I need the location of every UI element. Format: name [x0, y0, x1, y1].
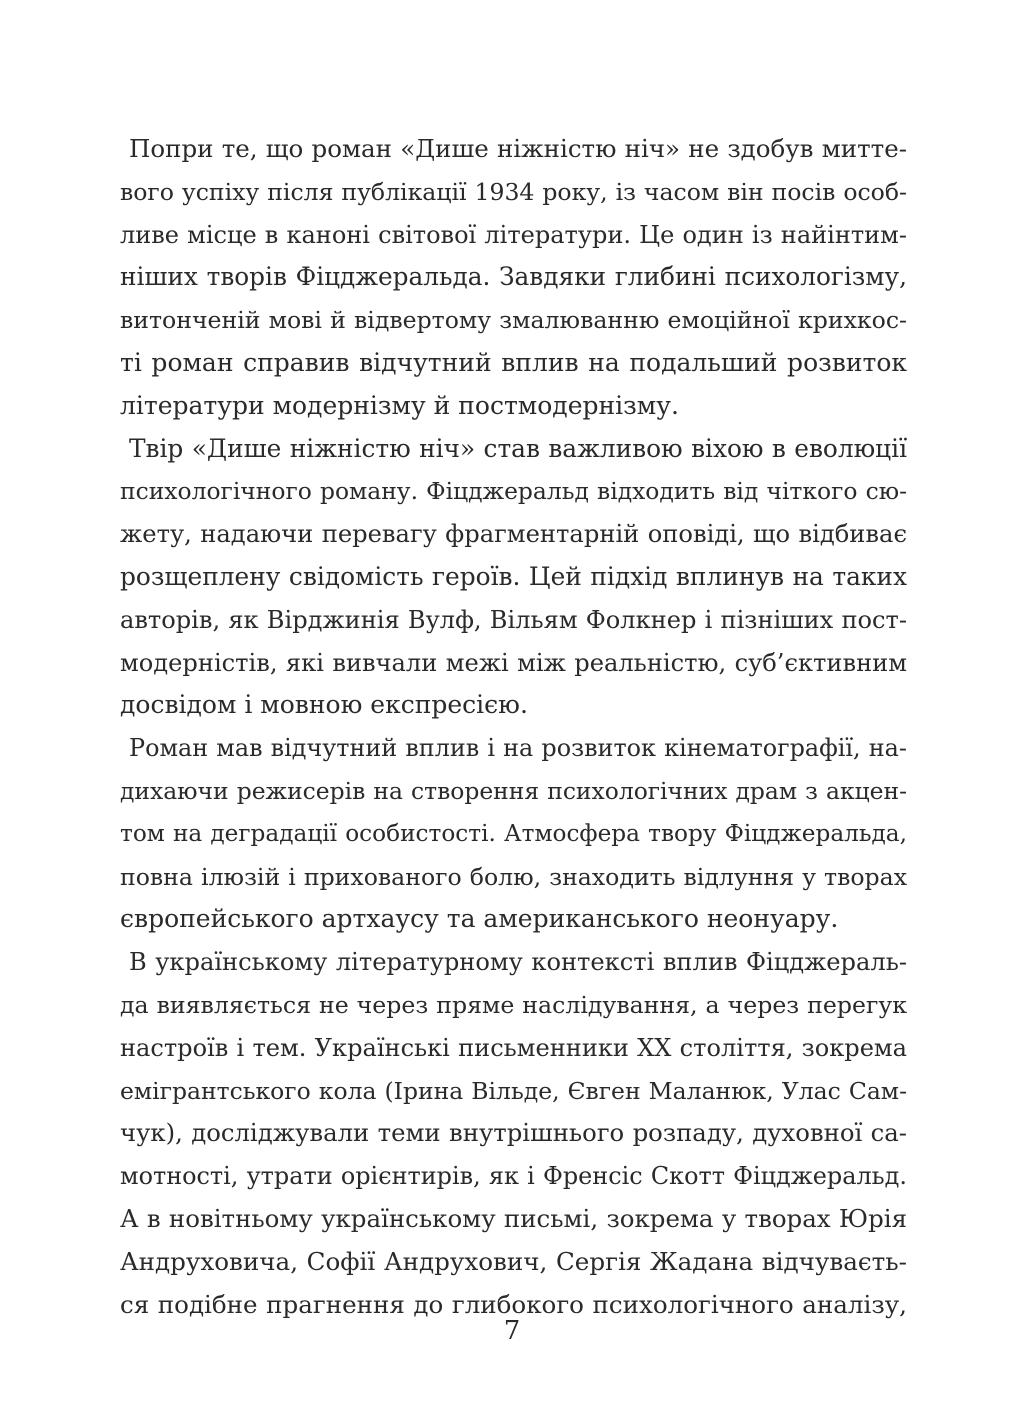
paragraph-3-line-4: повна ілюзій і прихованого болю, знаходить відлуння у творах: [120, 862, 907, 891]
paragraph-1-line-2: вого успіху після публікації 1934 року, із часом він посів особ-: [120, 177, 907, 206]
paragraph-4-line-8: Андруховича, Софії Андрухович, Сергія Жадана відчуваєть-: [120, 1246, 907, 1276]
paragraph-1-line-1: Попри те, що роман «Дише ніжністю ніч» не здобув митте-: [129, 134, 907, 163]
paragraph-3-line-1: Роман мав відчутний вплив і на розвиток кінематографії, на-: [129, 734, 907, 763]
paragraph-3-line-5: європейського артхаусу та американського неонуару.: [120, 904, 839, 934]
body-text: [120, 128, 907, 1326]
paragraph-2-line-7: досвідом і мовною експресією.: [120, 690, 528, 720]
paragraph-4-line-4: емігрантського кола (Ірина Вільде, Євген Маланюк, Улас Сам-: [120, 1076, 907, 1105]
paragraph-4-line-9: ся подібне прагнення до глибокого психологічного аналізу,: [120, 1289, 907, 1319]
paragraph-2-line-6: модерністів, які вивчали межі між реальністю, суб’єктивним: [120, 648, 907, 677]
paragraph-4-line-6: мотності, утрати орієнтирів, як і Френсіс Скотт Фіцджеральд.: [120, 1162, 907, 1191]
paragraph-4-line-5: чук), досліджували теми внутрішнього розпаду, духовної са-: [120, 1118, 907, 1148]
paragraph-4-line-2: да виявляється не через пряме наслідування, а через перегук: [120, 990, 907, 1019]
paragraph-3-line-3: том на деградації особистості. Атмосфера твору Фіцджеральда,: [120, 819, 907, 847]
paragraph-1-line-5: витонченій мові й відвертому змалюванню емоційної крихкос-: [120, 306, 907, 335]
paragraph-2-line-4: розщеплену свідомість героїв. Цей підхід вплинув на таких: [120, 561, 907, 591]
paragraph-4-line-3: настроїв і тем. Українські письменники XX століття, зокрема: [120, 1033, 907, 1062]
paragraph-3-line-2: дихаючи режисерів на створення психологічних драм з акцен-: [120, 776, 907, 805]
paragraph-1-line-3: ливе місце в каноні світової літератури. Це один із найінтим-: [120, 220, 907, 249]
paragraph-4-line-7: А в новітньому українському письмі, зокрема у творах Юрія: [120, 1203, 907, 1233]
paragraph-2-line-3: жету, надаючи перевагу фрагментарній оповіді, що відбиває: [120, 520, 907, 549]
paragraph-2-line-1: Твір «Дише ніжністю ніч» став важливою віхою в еволюції: [129, 433, 907, 463]
paragraph-1-line-7: літератури модернізму й постмодернізму.: [120, 390, 679, 420]
paragraph-2-line-2: психологічного роману. Фіцджеральд відходить від чіткого сю-: [120, 477, 907, 506]
paragraph-1-line-4: ніших творів Фіцджеральда. Завдяки глибині психологізму,: [120, 262, 907, 292]
paragraph-1-line-6: ті роман справив відчутний вплив на подальший розвиток: [120, 347, 907, 377]
page-number: 7: [503, 1316, 521, 1346]
paragraph-4-line-1: В українському літературному контексті вплив Фіцджераль-: [129, 948, 907, 977]
paragraph-2-line-5: авторів, як Вірджинія Вулф, Вільям Фолкнер і пізніших пост-: [120, 605, 907, 634]
